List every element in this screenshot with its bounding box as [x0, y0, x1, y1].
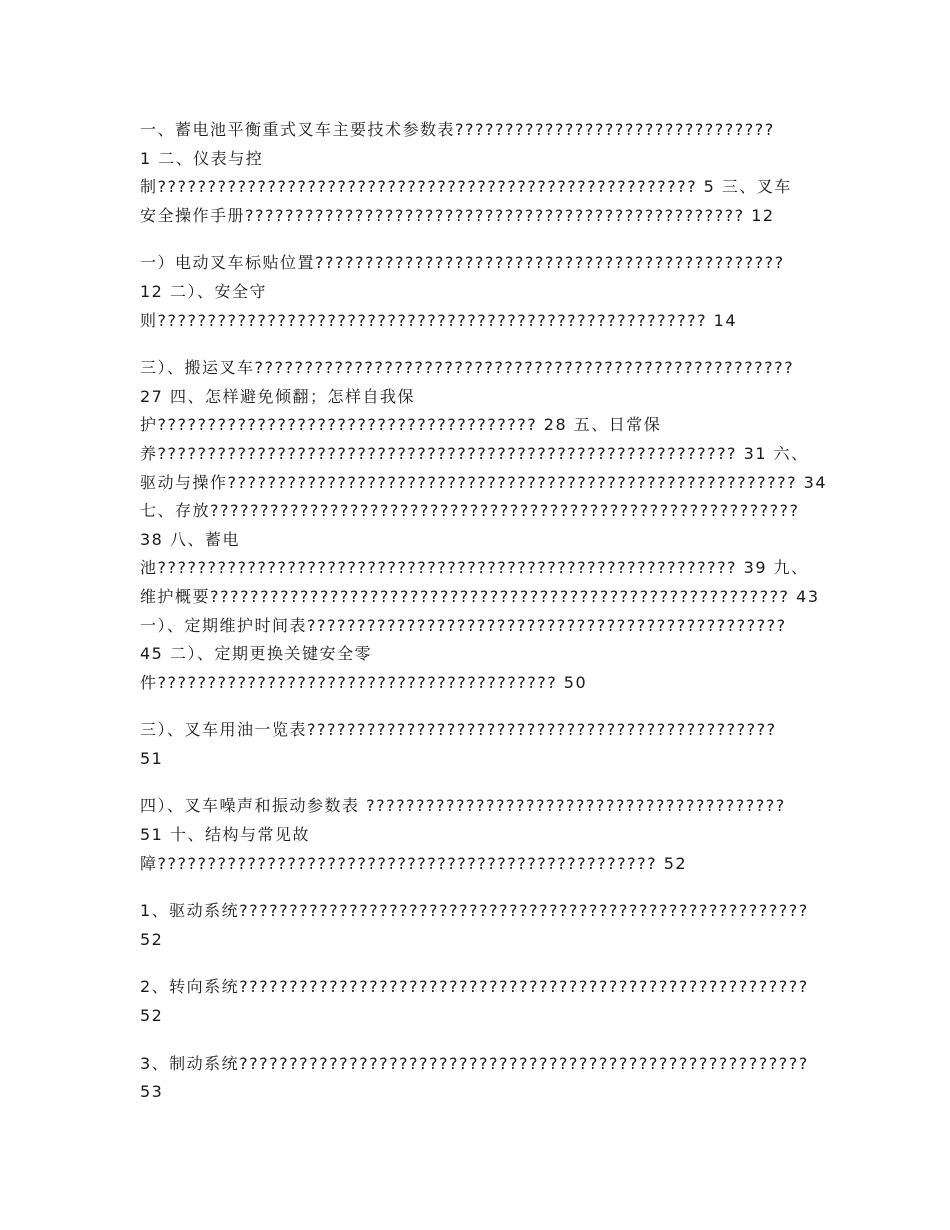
toc-line: 38 八、蓄电 [140, 529, 240, 549]
table-of-contents [140, 116, 828, 1126]
toc-block [140, 973, 820, 1030]
toc-block [140, 897, 820, 954]
toc-line: 一）电动叉车标贴位置??????????????????????????????????????????????? [140, 253, 785, 273]
toc-line: 51 [140, 748, 164, 768]
toc-line: 驱动与操作????????????????????????????????????????????????????????? 34 [140, 472, 828, 492]
toc-line: 障?????????????????????????????????????????????????? 52 [140, 853, 688, 873]
toc-line: 池?????????????????????????????????????????????????????????? 39 九、 [140, 558, 809, 578]
toc-block [140, 249, 820, 335]
toc-line: 45 二）、定期更换关键安全零 [140, 644, 372, 664]
toc-line: 四）、叉车噪声和振动参数表 ?????????????????????????????????????????? [140, 796, 786, 816]
toc-line: 52 [140, 929, 164, 949]
toc-block [140, 1050, 820, 1107]
toc-line: 维护概要?????????????????????????????????????????????????????????? 43 [140, 586, 820, 606]
toc-line: 12 二）、安全守 [140, 281, 267, 301]
toc-line: 52 [140, 1006, 164, 1026]
toc-block [140, 116, 820, 230]
toc-line: 制?????????????????????????????????????????????????????? 5 三、叉车 [140, 177, 792, 197]
toc-line: 51 十、结构与常见故 [140, 825, 310, 845]
toc-line: 2、转向系统????????????????????????????????????????????????????????? [140, 977, 809, 997]
toc-block [140, 354, 828, 697]
toc-line: 安全操作手册?????????????????????????????????????????????????? 12 [140, 205, 775, 225]
toc-line: 3、制动系统????????????????????????????????????????????????????????? [140, 1053, 809, 1073]
toc-line: 53 [140, 1082, 164, 1102]
toc-block [140, 792, 820, 878]
toc-line: 护?????????????????????????????????????? 28 五、日常保 [140, 415, 662, 435]
toc-line: 则??????????????????????????????????????????????????????? 14 [140, 310, 738, 330]
toc-line: 三）、搬运叉车?????????????????????????????????????????????????????? [140, 358, 795, 378]
toc-line: 一、蓄电池平衡重式叉车主要技术参数表???????????????????????????????? [140, 120, 775, 139]
toc-line: 1 二、仪表与控 [140, 148, 264, 168]
toc-line: 件???????????????????????????????????????? 50 [140, 672, 588, 692]
toc-line: 三）、叉车用油一览表??????????????????????????????????????????????? [140, 720, 777, 740]
toc-line: 27 四、怎样避免倾翻；怎样自我保 [140, 386, 415, 406]
toc-line: 一）、定期维护时间表???????????????????????????????????????????????? [140, 615, 787, 635]
toc-line: 1、驱动系统????????????????????????????????????????????????????????? [140, 901, 809, 921]
toc-line: 养?????????????????????????????????????????????????????????? 31 六、 [140, 443, 809, 463]
toc-line: 七、存放??????????????????????????????????????????????????????????? [140, 501, 800, 521]
toc-block [140, 716, 820, 773]
